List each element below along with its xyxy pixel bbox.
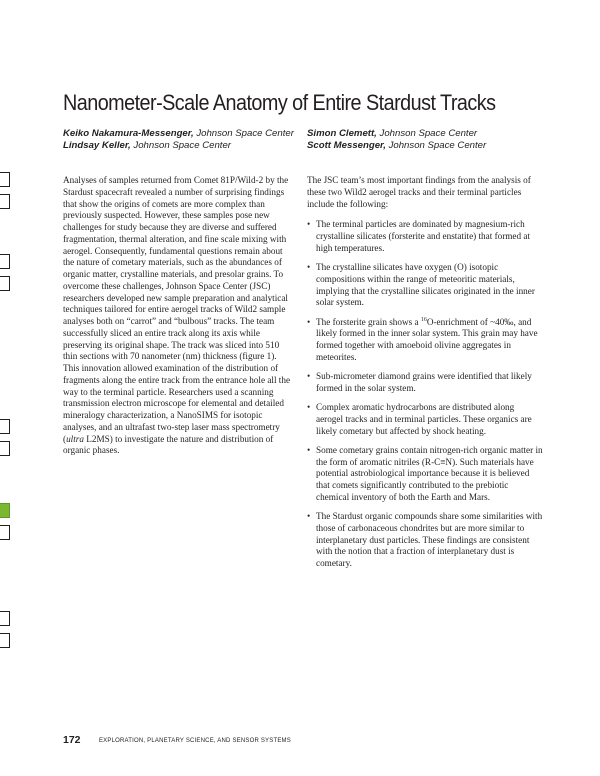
- author-name: Lindsay Keller,: [63, 140, 131, 151]
- section-tab: [0, 172, 10, 187]
- section-tab: [0, 441, 10, 456]
- page-footer: [63, 730, 291, 748]
- section-tab: [0, 611, 10, 626]
- section-tab: [0, 194, 10, 209]
- author-affiliation: Johnson Space Center: [388, 140, 487, 151]
- author: [307, 140, 486, 152]
- author: [307, 128, 486, 140]
- findings-intro: The JSC team’s most important findings from the analysis of these two Wild2 aerogel tracks and their terminal particles include the following:: [307, 175, 531, 209]
- author: [63, 140, 294, 152]
- author-affiliation: Johnson Space Center: [196, 128, 294, 139]
- section-tab-active: [0, 503, 10, 518]
- section-tab: [0, 276, 10, 291]
- findings-list: [307, 219, 543, 570]
- body-italic: ultra: [66, 433, 84, 444]
- author-name: Simon Clemett,: [307, 128, 377, 139]
- finding-item: • Some cometary grains contain nitrogen-rich organic matter in the form of aromatic nitriles (R-C≡N). Such materials have potential astrobiological importance because it is believed that comets significantly contributed to the prebiotic chemical inventory of both the Earth and Mars.: [307, 445, 543, 504]
- finding-text: The forsterite grain shows a: [316, 316, 421, 327]
- section-name: EXPLORATION, PLANETARY SCIENCE, AND SENSOR SYSTEMS: [98, 738, 291, 744]
- isotope-superscript: 16: [420, 316, 427, 323]
- author: [63, 128, 294, 140]
- author-name: Keiko Nakamura-Messenger,: [63, 128, 194, 139]
- body-text: L2MS) to investigate the nature and distribution of organic phases.: [63, 433, 274, 456]
- body-text: Analyses of samples returned from Comet 81P/Wild-2 by the Stardust spacecraft revealed a number of surprising findings that show the origins of comets are more complex than previously suspected. However, these samples pose new challenges for study because they are diverse and suffered fragmentation, thermal alteration, and fine scale mixing with aerogel. Consequently, fundamental questions remain about the nature of cometary materials, such as the abundances of organic matter, crystalline materials, and presolar grains. To overcome these challenges, Johnson Space Center (JSC) researchers developed new sample preparation and analytical techniques tailored for entire aerogel tracks of Wild2 sample analyses both on “carrot” and “bulbous” tracks. The team successfully sliced an entire track along its axis while preserving its original shape. The track was sliced into 510 thin sections with 70 nanometer (nm) thickness (figure 1). This innovation allowed examination of the distribution of fragments along the entire track from the entrance hole all the way to the terminal particle. Researchers used a scanning transmission electron microscope for elemental and detailed mineralogy characterization, a NanoSIMS for isotopic analyses, and an ultrafast two-step laser mass spectrometry (: [63, 175, 291, 444]
- finding-item: • The crystalline silicates have oxygen (O) isotopic compositions within the range of meteoritic materials, implying that the crystalline silicates originated in the inner solar system.: [307, 262, 543, 309]
- authors-right: [307, 128, 486, 152]
- author-name: Scott Messenger,: [307, 140, 386, 151]
- finding-item: • The terminal particles are dominated by magnesium-rich crystalline silicates (forsterite and enstatite) that formed at high temperatures.: [307, 219, 543, 254]
- authors-left: [63, 128, 294, 152]
- body-paragraph: [63, 175, 291, 457]
- finding-text: O-enrichment of ~40‰, and likely formed in the inner solar system. This grain may have formed together with amoeboid olivine aggregates in meteorites.: [316, 316, 538, 362]
- finding-item: • The Stardust organic compounds share some similarities with those of carbonaceous chondrites but are more similar to interplanetary dust particles. These findings are consistent with the notion that a fraction of interplanetary dust is cometary.: [307, 511, 543, 570]
- section-tab: [0, 525, 10, 540]
- finding-item: [307, 317, 543, 364]
- body-column-left: [63, 175, 291, 457]
- author-affiliation: Johnson Space Center: [379, 128, 478, 139]
- author-affiliation: Johnson Space Center: [133, 140, 231, 151]
- section-tab: [0, 254, 10, 269]
- finding-item: • Complex aromatic hydrocarbons are distributed along aerogel tracks and in terminal particles. These organics are likely cometary but affected by shock heating.: [307, 402, 543, 437]
- page-number: 172: [63, 734, 81, 746]
- section-tab: [0, 633, 10, 648]
- section-tab: [0, 419, 10, 434]
- finding-item: • Sub-micrometer diamond grains were identified that likely formed in the solar system.: [307, 371, 543, 395]
- body-column-right: [307, 175, 543, 577]
- page-title: Nanometer-Scale Anatomy of Entire Stardust Tracks: [63, 90, 496, 115]
